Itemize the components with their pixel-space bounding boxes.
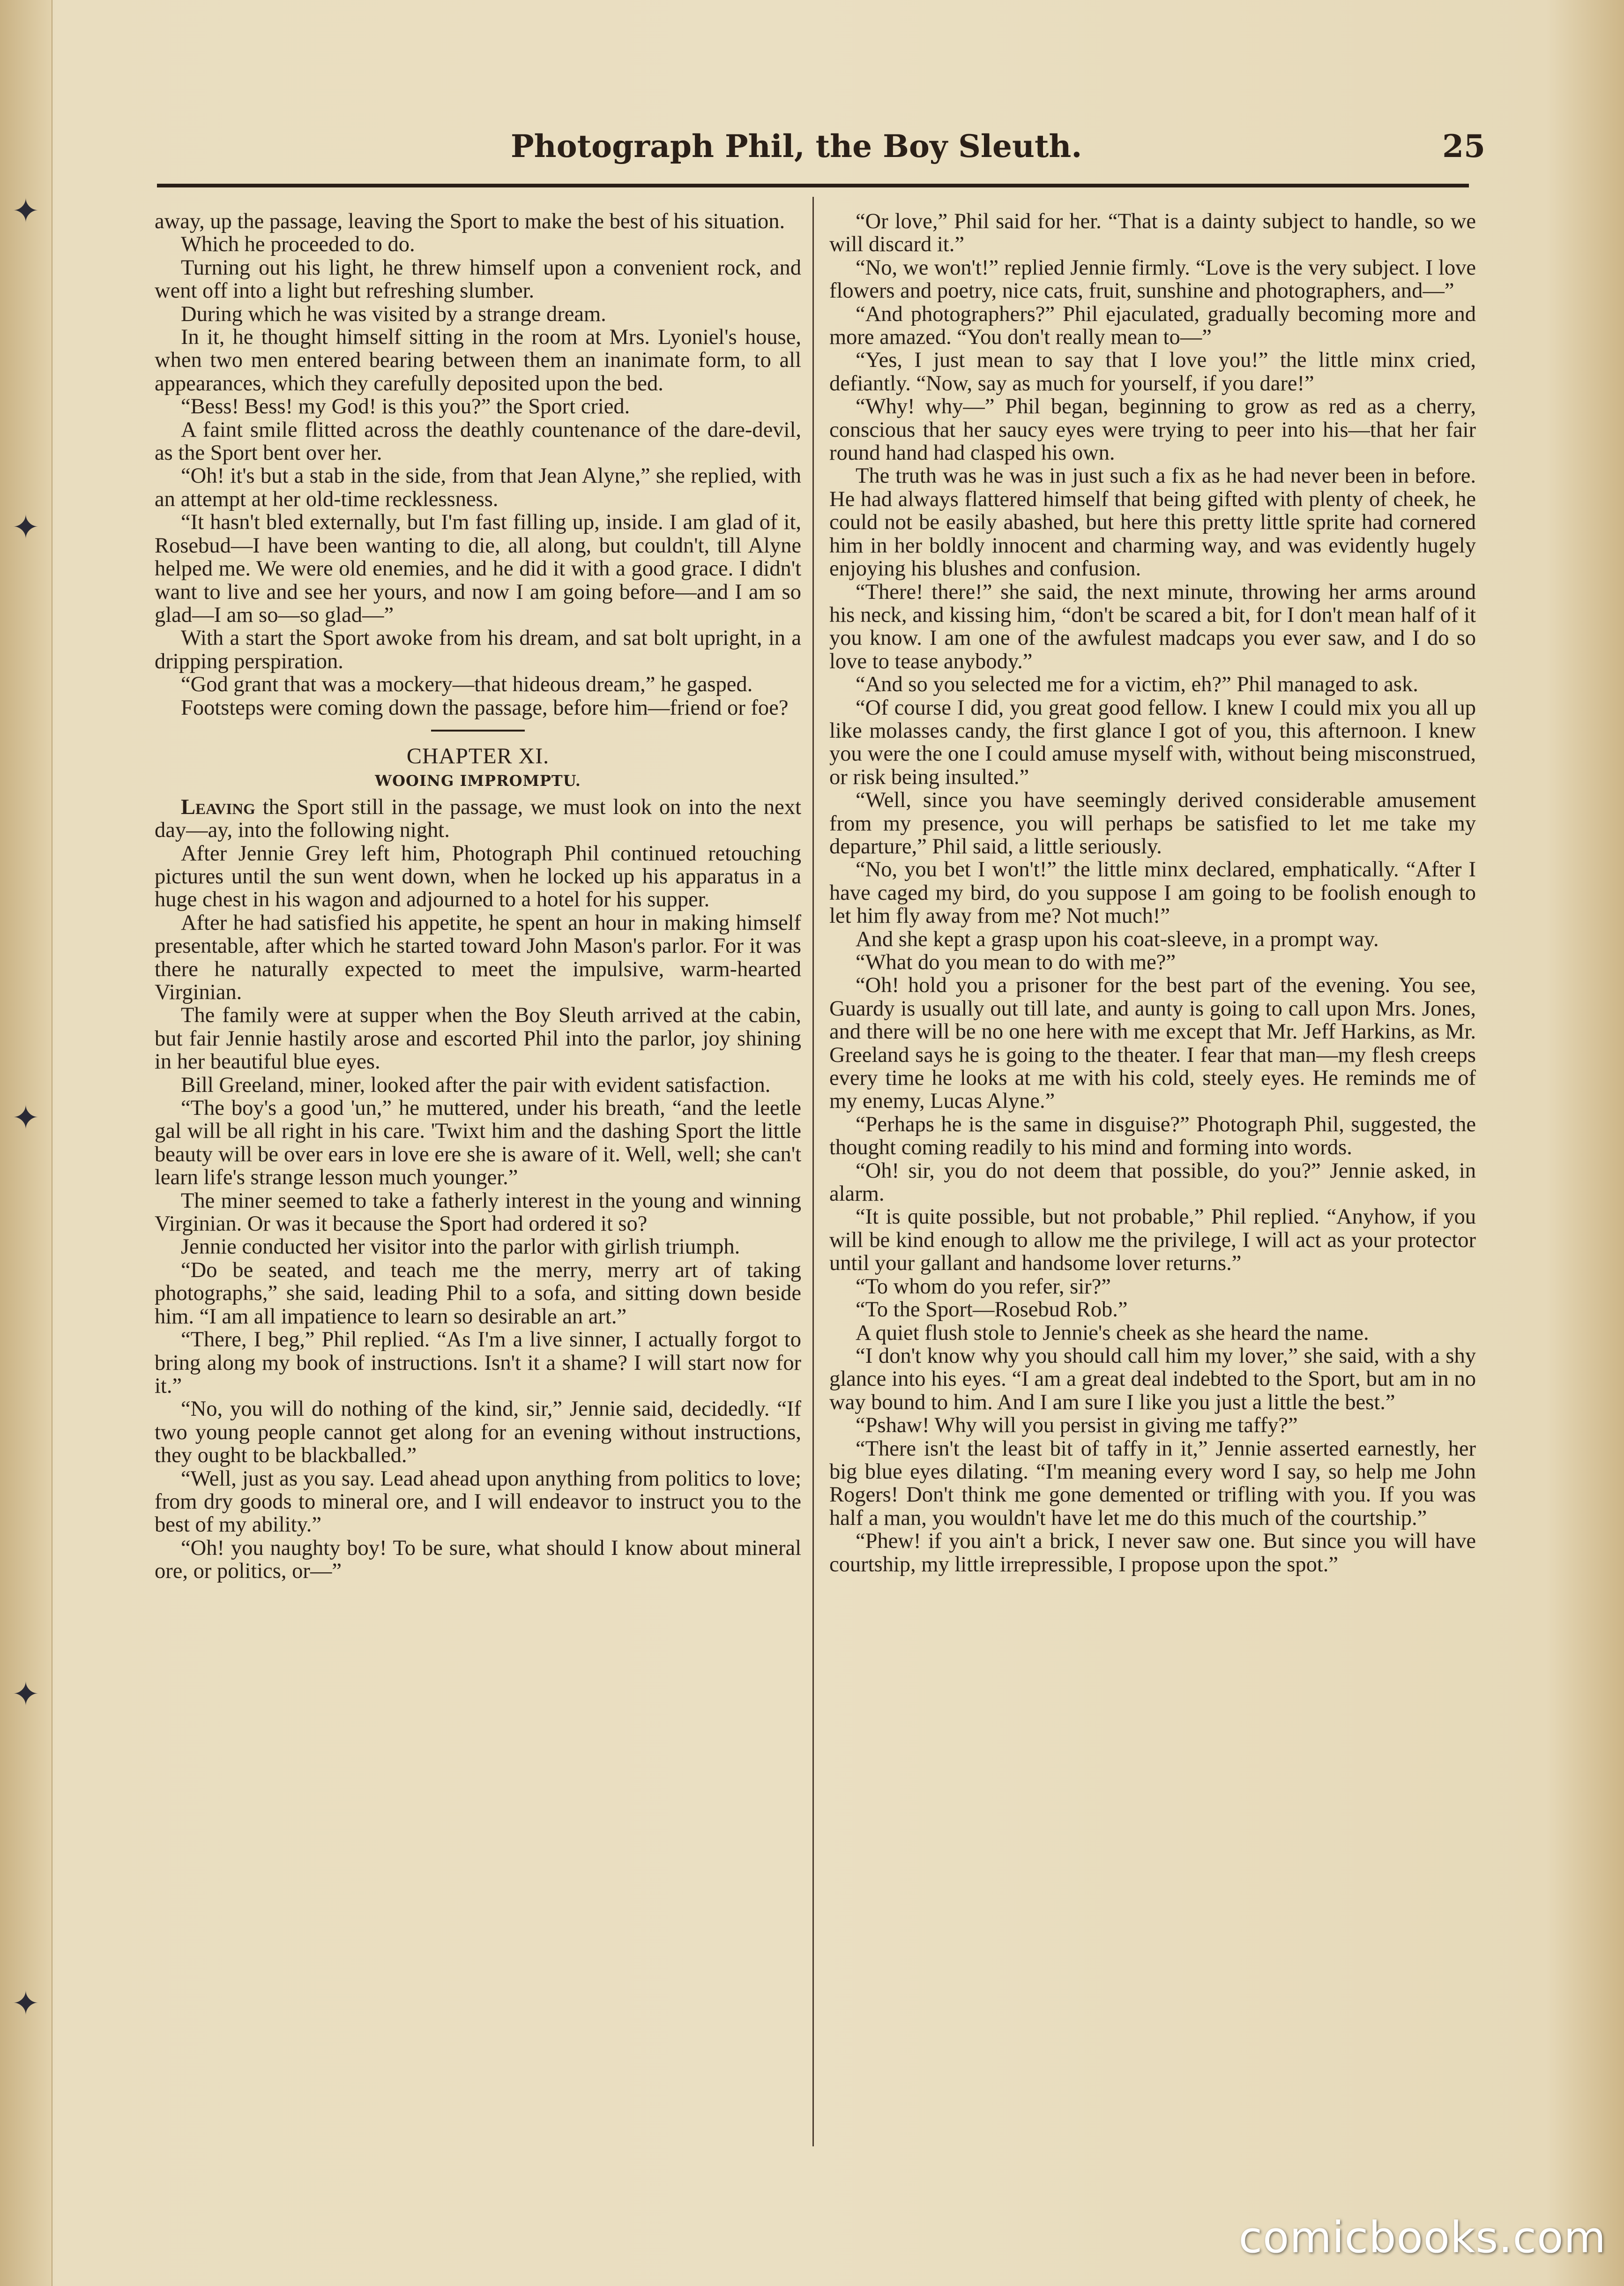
paragraph: “And so you selected me for a victim, eh?” Phil managed to ask. [856,672,1418,697]
paragraph: “Do be seated, and teach me the merry, merry art of taking photographs,” she said, leading Phil to a sofa, and sitting down beside him. “I am all impatience to learn so desirable an art.” [155,1258,801,1329]
paragraph: “There isn't the least bit of taffy in it,” Jennie asserted earnestly, her big blue eyes dilating. “I'm meaning every word I say, so help me John Rogers! Don't think me gone demented or trifling with you. If you was half a man, you wouldn't have let me do this much of the courtship.” [829,1436,1476,1530]
paragraph: During which he was visited by a strange dream. [181,302,606,326]
paragraph: Jennie conducted her visitor into the parlor with girlish triumph. [181,1235,740,1259]
binding-stitch-icon: ✦ [12,1675,40,1713]
paragraph: “Bess! Bess! my God! is this you?” the Sport cried. [181,395,630,419]
paragraph: “Phew! if you ain't a brick, I never saw one. But since you will have courtship, my little irrepressible, I propose upon the spot.” [829,1529,1476,1576]
paragraph: After Jennie Grey left him, Photograph Phil continued retouching pictures until the sun went down, when he locked up his apparatus in a huge chest in his wagon and adjourned to a hotel for his supper. [155,841,801,912]
binding-stitch-icon: ✦ [12,1098,40,1137]
paragraph: The family were at supper when the Boy Sleuth arrived at the cabin, but fair Jennie hastily arose and escorted Phil into the parlor, joy shining in her beautiful blue eyes. [155,1003,801,1074]
paragraph: “To the Sport—Rosebud Rob.” [856,1298,1128,1322]
paragraph: “Oh! you naughty boy! To be sure, what should I know about mineral ore, or politics, or—” [155,1536,801,1584]
paragraph: Footsteps were coming down the passage, before him—friend or foe? [181,695,789,720]
paragraph: “Why! why—” Phil began, beginning to grow as red as a cherry, conscious that her saucy eyes were trying to peer into his—that her fair round hand had clasped his own. [829,395,1476,465]
page-binding [0,0,52,2286]
paragraph: “I don't know why you should call him my lover,” she said, with a shy glance into his eyes. “I am a great deal indebted to the Sport, but am in no way bound to him. And I am sure I like you just a little the best.” [829,1344,1476,1414]
paragraph: The miner seemed to take a fatherly interest in the young and winning Virginian. Or was it because the Sport had ordered it so? [155,1188,801,1236]
paragraph: “No, you bet I won't!” the little minx declared, emphatically. “After I have caged my bird, do you suppose I am going to be foolish enough to let him fly away from me? Not much!” [829,858,1476,928]
right-column [829,210,1476,1576]
paragraph: Which he proceeded to do. [181,232,415,257]
paragraph: After he had satisfied his appetite, he spent an hour in making himself presentable, after which he started toward John Mason's parlor. For it was there he naturally expected to meet the impulsive, warm-hearted Virginian. [155,911,801,1004]
chapter-rule [431,730,525,732]
paragraph: “Well, since you have seemingly derived considerable amusement from my presence, you will perhaps be satisfied to let me take my departure,” Phil said, a little seriously. [829,788,1476,859]
chapter-subtitle: WOOING IMPROMPTU. [375,772,581,790]
paragraph: “Pshaw! Why will you persist in giving me taffy?” [856,1413,1298,1438]
paragraph [155,796,801,842]
paragraph: “Oh! it's but a stab in the side, from that Jean Alyne,” she replied, with an attempt at her old-time recklessness. [155,464,801,511]
paragraph: “Oh! sir, you do not deem that possible, do you?” Jennie asked, in alarm. [829,1158,1476,1206]
paragraph: Turning out his light, he threw himself upon a convenient rock, and went off into a light but refreshing slumber. [155,255,801,303]
column-divider [812,197,814,2146]
paragraph: “The boy's a good 'un,” he muttered, under his breath, “and the leetle gal will be all right in his care. 'Twixt him and the dashing Sport the little beauty will be over ears in love ere she is aware of it. Well, well; she can't learn life's strange lesson much younger.” [155,1096,801,1190]
paragraph: “Yes, I just mean to say that I love you!” the little minx cried, defiantly. “Now, say as much for yourself, if you dare!” [829,348,1476,396]
binding-stitch-icon: ✦ [12,1984,40,2023]
paragraph: “God grant that was a mockery—that hideous dream,” he gasped. [181,672,753,697]
paragraph: “No, you will do nothing of the kind, sir,” Jennie said, decidedly. “If two young people cannot get along for an evening without instructions, they ought to be blackballed.” [155,1397,801,1468]
paragraph: And she kept a grasp upon his coat-sleeve, in a prompt way. [856,927,1379,951]
paragraph: “Or love,” Phil said for her. “That is a dainty subject to handle, so we will discard it.” [829,209,1476,257]
paragraph: “There! there!” she said, the next minute, throwing her arms around his neck, and kissing him, “don't be scared a bit, for I don't mean half of it you know. I am one of the awfulest madcaps you ever saw, and I do so love to tease anybody.” [829,580,1476,673]
paragraph: “Of course I did, you great good fellow. I knew I could mix you all up like molasses candy, the first glance I got of you, this afternoon. I knew you were the one I could amuse myself with, without being misconstrued, or risk being insulted.” [829,695,1476,789]
header-rule [157,184,1469,187]
left-column [155,210,801,1583]
paragraph: “It is quite possible, but not probable,” Phil replied. “Anyhow, if you will be kind enough to allow me the privilege, I will act as your protector until your gallant and handsome lover returns.” [829,1205,1476,1276]
paragraph: “No, we won't!” replied Jennie firmly. “Love is the very subject. I love flowers and poetry, nice cats, fruit, sunshine and photographers, and—” [829,255,1476,303]
paragraph: A quiet flush stole to Jennie's cheek as she heard the name. [856,1321,1369,1345]
paragraph: “Perhaps he is the same in disguise?” Photograph Phil, suggested, the thought coming readily to his mind and forming into words. [829,1112,1476,1160]
page-number: 25 [1442,128,1485,164]
paragraph: “It hasn't bled externally, but I'm fast filling up, inside. I am glad of it, Rosebud—I have been wanting to die, all along, but couldn't, till Alyne helped me. We were old enemies, and he did it with a good grace. I didn't want to live and see her yours, and now I am going before—and I am so glad—I am so—so glad—” [155,510,801,627]
running-header-title: Photograph Phil, the Boy Sleuth. [511,128,1082,164]
paragraph: “There, I beg,” Phil replied. “As I'm a live sinner, I actually forgot to bring along my book of instructions. Isn't it a shame? I will start now for it.” [155,1328,801,1398]
paragraph: With a start the Sport awoke from his dream, and sat bolt upright, in a dripping perspiration. [155,626,801,673]
chapter-title: CHAPTER XI. [406,743,550,769]
paragraph: away, up the passage, leaving the Sport to make the best of his situation. [155,209,785,233]
binding-stitch-icon: ✦ [12,192,40,230]
paragraph: “And photographers?” Phil ejaculated, gradually becoming more and more amazed. “You don't really mean to—” [829,302,1476,350]
paragraph: The truth was he was in just such a fix as he had never been in before. He had always flattered himself that being gifted with plenty of cheek, he could not be easily abashed, but here this pretty little sprite had cornered him in her boldly innocent and charming way, and was evidently hugely enjoying his blushes and confusion. [829,464,1476,581]
paragraph: “To whom do you refer, sir?” [856,1274,1111,1299]
binding-stitch-icon: ✦ [12,508,40,546]
paragraph-text: the Sport still in the passage, we must look on into the next day—ay, into the following night. [155,795,801,843]
paragraph: Bill Greeland, miner, looked after the pair with evident satisfaction. [181,1073,771,1097]
paragraph: A faint smile flitted across the deathly countenance of the dare-devil, as the Sport bent over her. [155,418,801,465]
paragraph: In it, he thought himself sitting in the room at Mrs. Lyoniel's house, when two men entered bearing between them an inanimate form, to all appearances, which they carefully deposited upon the bed. [155,325,801,396]
paragraph: “Well, just as you say. Lead ahead upon anything from politics to love; from dry goods to mineral ore, and I will endeavor to instruct you to the best of my ability.” [155,1466,801,1537]
paragraph: “Oh! hold you a prisoner for the best part of the evening. You see, Guardy is usually out till late, and aunty is going to call upon Mrs. Jones, and there will be no one here with me except that Mr. Jeff Harkins, as Mr. Greeland says he is going to the theater. I fear that man—my flesh creeps every time he looks at me with his cold, steely eyes. He reminds me of my enemy, Lucas Alyne.” [829,973,1476,1113]
paragraph: “What do you mean to do with me?” [856,950,1176,974]
lead-word: Leaving [181,795,255,819]
site-watermark: comicbooks.com [1238,2212,1606,2263]
